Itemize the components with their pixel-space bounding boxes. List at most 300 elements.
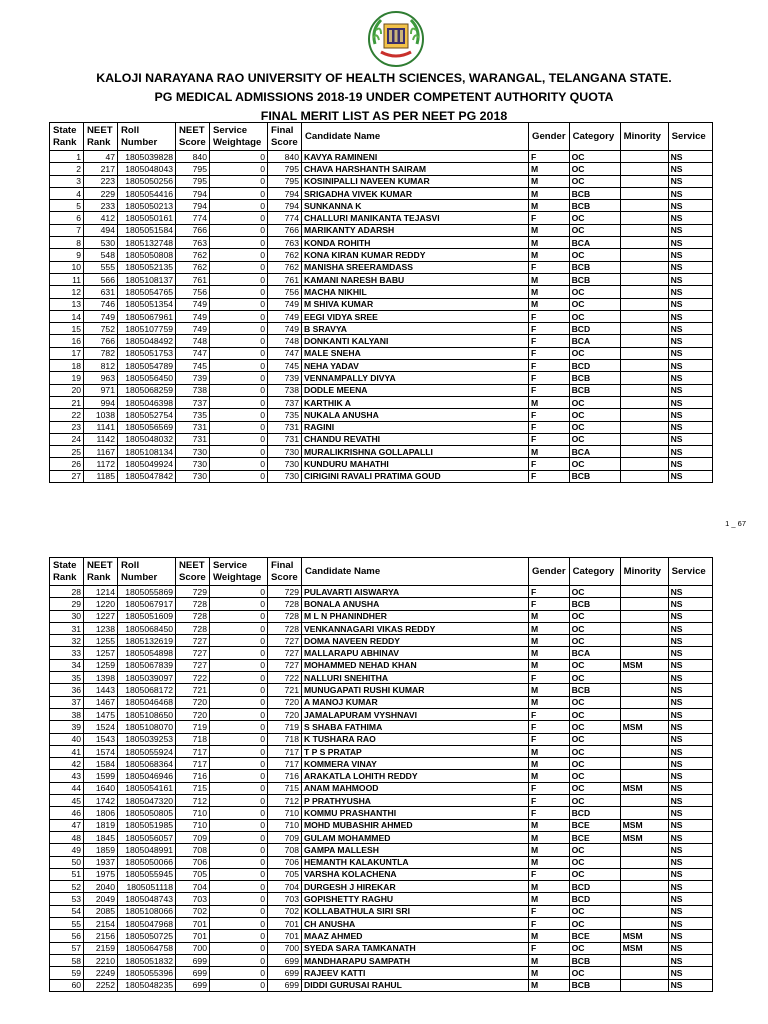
candidate-name-cell: CIRIGINI RAVALI PRATIMA GOUD: [302, 470, 529, 482]
service-weightage-cell: 0: [210, 151, 268, 163]
roll-number-cell: 1805054898: [118, 647, 176, 659]
minority-cell: [620, 622, 668, 634]
state-rank-cell: 15: [50, 323, 84, 335]
roll-number-cell: 1805051584: [118, 224, 176, 236]
minority-cell: [620, 347, 668, 359]
column-header-neet-score: NEET Score: [176, 123, 210, 151]
neet-rank-cell: 548: [84, 249, 118, 261]
final-score-cell: 731: [268, 433, 302, 445]
final-score-cell: 749: [268, 310, 302, 322]
neet-score-cell: 756: [176, 286, 210, 298]
state-rank-cell: 42: [50, 758, 84, 770]
neet-score-cell: 718: [176, 733, 210, 745]
neet-rank-cell: 746: [84, 298, 118, 310]
service-weightage-cell: 0: [210, 298, 268, 310]
table-row: [50, 421, 713, 433]
minority-cell: [620, 151, 668, 163]
final-score-cell: 706: [268, 856, 302, 868]
gender-cell: F: [529, 598, 570, 610]
gender-cell: M: [529, 298, 570, 310]
service-weightage-cell: 0: [210, 856, 268, 868]
table-row: [50, 273, 713, 285]
table-row: [50, 684, 713, 696]
state-rank-cell: 7: [50, 224, 84, 236]
minority-cell: [620, 696, 668, 708]
neet-score-cell: 737: [176, 396, 210, 408]
column-header-neet-score: NEET Score: [176, 558, 210, 586]
service-weightage-cell: 0: [210, 659, 268, 671]
category-cell: OC: [569, 942, 620, 954]
category-cell: OC: [569, 249, 620, 261]
service-cell: NS: [668, 635, 712, 647]
minority-cell: MSM: [620, 942, 668, 954]
gender-cell: M: [529, 893, 570, 905]
neet-rank-cell: 2085: [84, 905, 118, 917]
neet-score-cell: 727: [176, 659, 210, 671]
roll-number-cell: 1805048492: [118, 335, 176, 347]
category-cell: BCB: [569, 979, 620, 991]
category-cell: BCD: [569, 893, 620, 905]
service-cell: NS: [668, 844, 712, 856]
category-cell: OC: [569, 458, 620, 470]
roll-number-cell: 1805050256: [118, 175, 176, 187]
column-header-state-rank: State Rank: [50, 558, 84, 586]
candidate-name-cell: M SHIVA KUMAR: [302, 298, 529, 310]
neet-rank-cell: 555: [84, 261, 118, 273]
category-cell: OC: [569, 586, 620, 598]
service-cell: NS: [668, 745, 712, 757]
minority-cell: [620, 598, 668, 610]
state-rank-cell: 46: [50, 807, 84, 819]
neet-score-cell: 763: [176, 237, 210, 249]
neet-score-cell: 704: [176, 881, 210, 893]
service-weightage-cell: 0: [210, 708, 268, 720]
gender-cell: F: [529, 868, 570, 880]
final-score-cell: 766: [268, 224, 302, 236]
table-row: [50, 200, 713, 212]
minority-cell: [620, 881, 668, 893]
candidate-name-cell: B SRAVYA: [302, 323, 529, 335]
roll-number-cell: 1805068172: [118, 684, 176, 696]
column-header-candidate-name: Candidate Name: [302, 558, 529, 586]
roll-number-cell: 1805055396: [118, 967, 176, 979]
roll-number-cell: 1805046946: [118, 770, 176, 782]
service-cell: NS: [668, 831, 712, 843]
neet-rank-cell: 1142: [84, 433, 118, 445]
gender-cell: F: [529, 470, 570, 482]
service-weightage-cell: 0: [210, 954, 268, 966]
neet-rank-cell: 1172: [84, 458, 118, 470]
service-weightage-cell: 0: [210, 273, 268, 285]
category-cell: OC: [569, 844, 620, 856]
service-weightage-cell: 0: [210, 372, 268, 384]
candidate-name-cell: CHALLURI MANIKANTA TEJASVI: [302, 212, 529, 224]
final-score-cell: 730: [268, 446, 302, 458]
service-weightage-cell: 0: [210, 942, 268, 954]
neet-rank-cell: 233: [84, 200, 118, 212]
gender-cell: M: [529, 979, 570, 991]
table-row: [50, 831, 713, 843]
neet-score-cell: 705: [176, 868, 210, 880]
state-rank-cell: 12: [50, 286, 84, 298]
roll-number-cell: 1805108137: [118, 273, 176, 285]
service-cell: NS: [668, 273, 712, 285]
state-rank-cell: 41: [50, 745, 84, 757]
minority-cell: [620, 979, 668, 991]
neet-score-cell: 699: [176, 967, 210, 979]
final-score-cell: 703: [268, 893, 302, 905]
table-row: [50, 298, 713, 310]
service-cell: NS: [668, 323, 712, 335]
service-cell: NS: [668, 163, 712, 175]
service-cell: NS: [668, 224, 712, 236]
table-row: [50, 721, 713, 733]
final-score-cell: 735: [268, 409, 302, 421]
service-cell: NS: [668, 856, 712, 868]
gender-cell: M: [529, 758, 570, 770]
final-score-cell: 712: [268, 795, 302, 807]
roll-number-cell: 1805050066: [118, 856, 176, 868]
service-cell: NS: [668, 237, 712, 249]
neet-rank-cell: 530: [84, 237, 118, 249]
roll-number-cell: 1805039097: [118, 672, 176, 684]
column-header-final-score: Final Score: [268, 123, 302, 151]
table-header-row: [50, 123, 713, 151]
column-header-service: Service: [668, 558, 712, 586]
table-row: [50, 881, 713, 893]
table-row: [50, 782, 713, 794]
category-cell: OC: [569, 918, 620, 930]
roll-number-cell: 1805051753: [118, 347, 176, 359]
neet-score-cell: 727: [176, 647, 210, 659]
state-rank-cell: 43: [50, 770, 84, 782]
service-cell: NS: [668, 421, 712, 433]
final-score-cell: 747: [268, 347, 302, 359]
neet-score-cell: 766: [176, 224, 210, 236]
final-score-cell: 728: [268, 598, 302, 610]
final-score-cell: 702: [268, 905, 302, 917]
roll-number-cell: 1805039253: [118, 733, 176, 745]
roll-number-cell: 1805132748: [118, 237, 176, 249]
table-row: [50, 635, 713, 647]
table-row: [50, 446, 713, 458]
service-cell: NS: [668, 298, 712, 310]
service-weightage-cell: 0: [210, 672, 268, 684]
final-score-cell: 699: [268, 954, 302, 966]
service-weightage-cell: 0: [210, 470, 268, 482]
candidate-name-cell: BONALA ANUSHA: [302, 598, 529, 610]
minority-cell: [620, 261, 668, 273]
category-cell: OC: [569, 347, 620, 359]
minority-cell: [620, 323, 668, 335]
table-row: [50, 175, 713, 187]
gender-cell: F: [529, 721, 570, 733]
service-cell: NS: [668, 335, 712, 347]
gender-cell: M: [529, 696, 570, 708]
state-rank-cell: 16: [50, 335, 84, 347]
neet-score-cell: 708: [176, 844, 210, 856]
gender-cell: M: [529, 273, 570, 285]
candidate-name-cell: MURALIKRISHNA GOLLAPALLI: [302, 446, 529, 458]
final-score-cell: 722: [268, 672, 302, 684]
roll-number-cell: 1805051354: [118, 298, 176, 310]
minority-cell: [620, 163, 668, 175]
service-cell: NS: [668, 409, 712, 421]
neet-rank-cell: 494: [84, 224, 118, 236]
service-cell: NS: [668, 598, 712, 610]
service-cell: NS: [668, 175, 712, 187]
final-score-cell: 700: [268, 942, 302, 954]
neet-score-cell: 795: [176, 163, 210, 175]
table-row: [50, 868, 713, 880]
table-body: [50, 586, 713, 992]
minority-cell: [620, 647, 668, 659]
table-row: [50, 249, 713, 261]
service-weightage-cell: 0: [210, 610, 268, 622]
neet-rank-cell: 1259: [84, 659, 118, 671]
final-score-cell: 749: [268, 323, 302, 335]
state-rank-cell: 10: [50, 261, 84, 273]
service-cell: NS: [668, 684, 712, 696]
roll-number-cell: 1805049924: [118, 458, 176, 470]
minority-cell: [620, 446, 668, 458]
roll-number-cell: 1805050161: [118, 212, 176, 224]
category-cell: OC: [569, 610, 620, 622]
column-header-neet-rank: NEET Rank: [84, 123, 118, 151]
final-score-cell: 701: [268, 918, 302, 930]
state-rank-cell: 26: [50, 458, 84, 470]
state-rank-cell: 34: [50, 659, 84, 671]
university-title: KALOJI NARAYANA RAO UNIVERSITY OF HEALTH SCIENCES, WARANGAL, TELANGANA STATE.: [96, 71, 672, 85]
table-row: [50, 237, 713, 249]
minority-cell: MSM: [620, 819, 668, 831]
final-score-cell: 763: [268, 237, 302, 249]
state-rank-cell: 27: [50, 470, 84, 482]
final-score-cell: 774: [268, 212, 302, 224]
state-rank-cell: 25: [50, 446, 84, 458]
table-row: [50, 347, 713, 359]
service-cell: NS: [668, 782, 712, 794]
roll-number-cell: 1805055924: [118, 745, 176, 757]
neet-rank-cell: 752: [84, 323, 118, 335]
candidate-name-cell: PULAVARTI AISWARYA: [302, 586, 529, 598]
table-row: [50, 979, 713, 991]
neet-score-cell: 749: [176, 298, 210, 310]
minority-cell: MSM: [620, 659, 668, 671]
service-weightage-cell: 0: [210, 635, 268, 647]
service-weightage-cell: 0: [210, 696, 268, 708]
service-weightage-cell: 0: [210, 212, 268, 224]
final-score-cell: 699: [268, 967, 302, 979]
category-cell: OC: [569, 708, 620, 720]
neet-rank-cell: 1227: [84, 610, 118, 622]
neet-rank-cell: 1819: [84, 819, 118, 831]
neet-rank-cell: 1475: [84, 708, 118, 720]
neet-score-cell: 761: [176, 273, 210, 285]
candidate-name-cell: VENNAMPALLY DIVYA: [302, 372, 529, 384]
minority-cell: [620, 286, 668, 298]
table-row: [50, 905, 713, 917]
neet-score-cell: 706: [176, 856, 210, 868]
neet-rank-cell: 631: [84, 286, 118, 298]
service-cell: NS: [668, 659, 712, 671]
category-cell: BCB: [569, 954, 620, 966]
neet-score-cell: 747: [176, 347, 210, 359]
neet-rank-cell: 1220: [84, 598, 118, 610]
service-weightage-cell: 0: [210, 893, 268, 905]
service-cell: NS: [668, 942, 712, 954]
category-cell: BCB: [569, 200, 620, 212]
final-score-cell: 762: [268, 249, 302, 261]
roll-number-cell: 1805048032: [118, 433, 176, 445]
state-rank-cell: 23: [50, 421, 84, 433]
service-weightage-cell: 0: [210, 868, 268, 880]
gender-cell: M: [529, 224, 570, 236]
table-row: [50, 396, 713, 408]
neet-score-cell: 762: [176, 249, 210, 261]
neet-score-cell: 720: [176, 696, 210, 708]
category-cell: BCB: [569, 684, 620, 696]
table-row: [50, 844, 713, 856]
state-rank-cell: 3: [50, 175, 84, 187]
minority-cell: [620, 967, 668, 979]
roll-number-cell: 1805051609: [118, 610, 176, 622]
service-cell: NS: [668, 212, 712, 224]
final-score-cell: 721: [268, 684, 302, 696]
roll-number-cell: 1805054416: [118, 187, 176, 199]
candidate-name-cell: EEGI VIDYA SREE: [302, 310, 529, 322]
category-cell: OC: [569, 409, 620, 421]
gender-cell: F: [529, 807, 570, 819]
table-row: [50, 954, 713, 966]
minority-cell: [620, 758, 668, 770]
service-cell: NS: [668, 151, 712, 163]
candidate-name-cell: MOHAMMED NEHAD KHAN: [302, 659, 529, 671]
minority-cell: [620, 421, 668, 433]
final-score-cell: 749: [268, 298, 302, 310]
table-row: [50, 163, 713, 175]
state-rank-cell: 17: [50, 347, 84, 359]
service-weightage-cell: 0: [210, 807, 268, 819]
neet-score-cell: 738: [176, 384, 210, 396]
final-score-cell: 727: [268, 635, 302, 647]
state-rank-cell: 55: [50, 918, 84, 930]
neet-rank-cell: 1257: [84, 647, 118, 659]
state-rank-cell: 22: [50, 409, 84, 421]
category-cell: OC: [569, 286, 620, 298]
category-cell: BCB: [569, 384, 620, 396]
category-cell: BCB: [569, 261, 620, 273]
minority-cell: MSM: [620, 721, 668, 733]
minority-cell: [620, 954, 668, 966]
service-cell: NS: [668, 647, 712, 659]
roll-number-cell: 1805039828: [118, 151, 176, 163]
table-row: [50, 942, 713, 954]
state-rank-cell: 20: [50, 384, 84, 396]
final-score-cell: 737: [268, 396, 302, 408]
neet-score-cell: 717: [176, 758, 210, 770]
neet-rank-cell: 1584: [84, 758, 118, 770]
gender-cell: F: [529, 347, 570, 359]
minority-cell: [620, 770, 668, 782]
column-header-minority: Minority: [620, 558, 668, 586]
table-row: [50, 708, 713, 720]
final-score-cell: 710: [268, 807, 302, 819]
category-cell: OC: [569, 696, 620, 708]
minority-cell: [620, 372, 668, 384]
gender-cell: M: [529, 745, 570, 757]
state-rank-cell: 56: [50, 930, 84, 942]
neet-rank-cell: 47: [84, 151, 118, 163]
service-weightage-cell: 0: [210, 163, 268, 175]
minority-cell: [620, 212, 668, 224]
service-weightage-cell: 0: [210, 384, 268, 396]
candidate-name-cell: DIDDI GURUSAI RAHUL: [302, 979, 529, 991]
table-row: [50, 212, 713, 224]
candidate-name-cell: NEHA YADAV: [302, 360, 529, 372]
final-score-cell: 840: [268, 151, 302, 163]
candidate-name-cell: MALE SNEHA: [302, 347, 529, 359]
neet-rank-cell: 2156: [84, 930, 118, 942]
neet-score-cell: 748: [176, 335, 210, 347]
gender-cell: F: [529, 212, 570, 224]
gender-cell: F: [529, 360, 570, 372]
candidate-name-cell: M L N PHANINDHER: [302, 610, 529, 622]
final-score-cell: 699: [268, 979, 302, 991]
candidate-name-cell: KAMANI NARESH BABU: [302, 273, 529, 285]
neet-rank-cell: 2049: [84, 893, 118, 905]
state-rank-cell: 54: [50, 905, 84, 917]
candidate-name-cell: SYEDA SARA TAMKANATH: [302, 942, 529, 954]
column-header-state-rank: State Rank: [50, 123, 84, 151]
service-cell: NS: [668, 979, 712, 991]
admission-title: PG MEDICAL ADMISSIONS 2018-19 UNDER COMPETENT AUTHORITY QUOTA: [154, 90, 614, 104]
table-row: [50, 586, 713, 598]
state-rank-cell: 53: [50, 893, 84, 905]
candidate-name-cell: MACHA NIKHIL: [302, 286, 529, 298]
candidate-name-cell: ANAM MAHMOOD: [302, 782, 529, 794]
roll-number-cell: 1805047320: [118, 795, 176, 807]
neet-score-cell: 701: [176, 930, 210, 942]
table-row: [50, 918, 713, 930]
service-weightage-cell: 0: [210, 795, 268, 807]
neet-rank-cell: 1640: [84, 782, 118, 794]
service-weightage-cell: 0: [210, 409, 268, 421]
state-rank-cell: 37: [50, 696, 84, 708]
gender-cell: F: [529, 335, 570, 347]
category-cell: OC: [569, 721, 620, 733]
service-cell: NS: [668, 770, 712, 782]
state-rank-cell: 49: [50, 844, 84, 856]
table-row: [50, 733, 713, 745]
table-row: [50, 659, 713, 671]
candidate-name-cell: GAMPA MALLESH: [302, 844, 529, 856]
neet-rank-cell: 1806: [84, 807, 118, 819]
service-cell: NS: [668, 446, 712, 458]
table-row: [50, 323, 713, 335]
roll-number-cell: 1805055869: [118, 586, 176, 598]
final-score-cell: 710: [268, 819, 302, 831]
gender-cell: M: [529, 286, 570, 298]
table-row: [50, 745, 713, 757]
category-cell: BCD: [569, 360, 620, 372]
neet-score-cell: 717: [176, 745, 210, 757]
category-cell: OC: [569, 770, 620, 782]
gender-cell: M: [529, 237, 570, 249]
service-weightage-cell: 0: [210, 421, 268, 433]
candidate-name-cell: MALLARAPU ABHINAV: [302, 647, 529, 659]
minority-cell: [620, 708, 668, 720]
